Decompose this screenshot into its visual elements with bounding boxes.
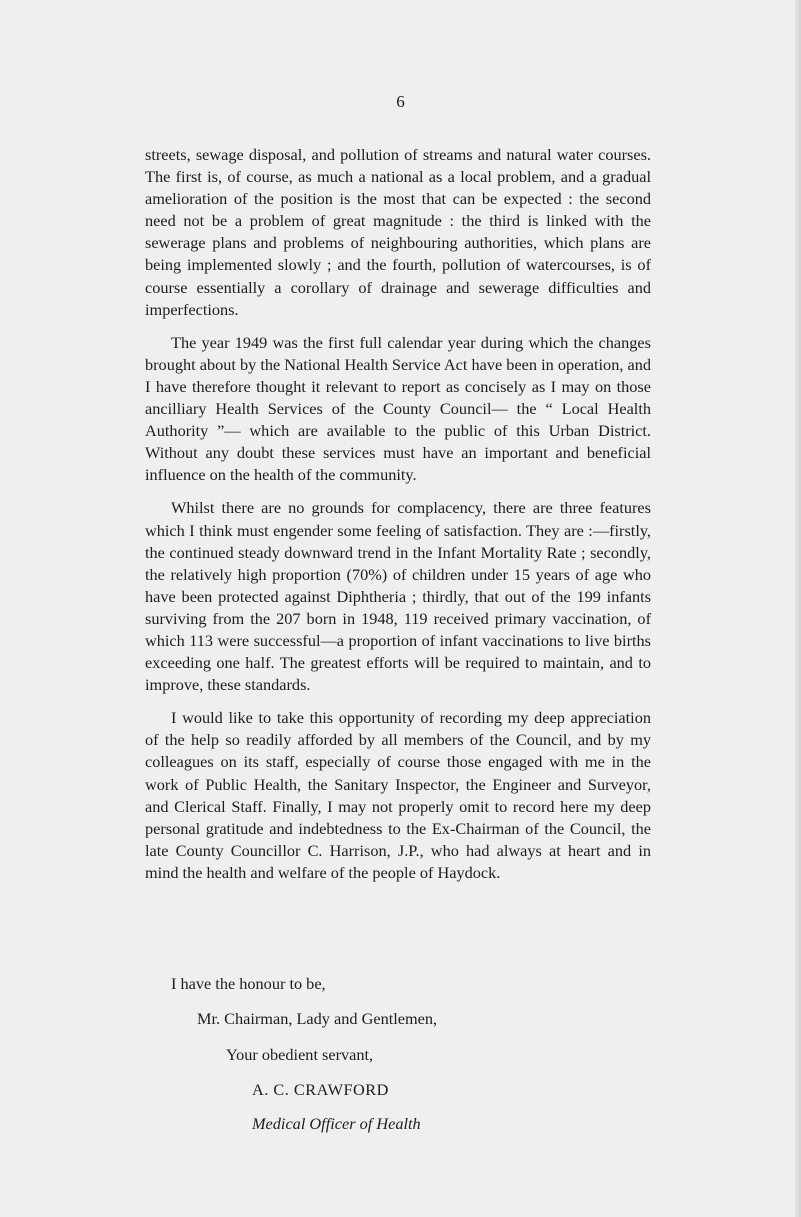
closing-salutation: Mr. Chairman, Lady and Gentlemen, <box>197 1009 438 1028</box>
page-number: 6 <box>396 92 405 111</box>
paragraph-satisfaction-features: Whilst there are no grounds for complacency, there are three features which I think must engender some feeling of satisfaction. They are :—firstly, the continued steady downward trend in the Infant Mortality Rate ; secondly, the relatively high proportion (70%) of children under 15 years of age who have been protected against Diphtheria ; thirdly, that out of the 199 infants surviving from the 207 born in 1948, 119 received primary vaccination, of which 113 were successful—a proportion of infant vaccinations to live births exceeding one half. The greatest efforts will be required to maintain, and to improve, these standards. <box>145 498 651 695</box>
paragraph-sanitation-problems: streets, sewage disposal, and pollution of streams and natural water courses. The first is, of course, as much a national as a local problem, and a gradual amelioration of the position is the most that can be expected : the second need not be a problem of great magnitude : the third is linked with the sewerage plans and problems of neighbouring authorities, which plans are being implemented slowly ; and the fourth, pollution of watercourses, is of course essentially a corollary of drainage and sewerage difficulties and imperfections. <box>145 145 651 319</box>
signature-name: A. C. CRAWFORD <box>252 1080 389 1099</box>
closing-valediction: Your obedient servant, <box>226 1045 374 1064</box>
paragraph-acknowledgements: I would like to take this opportunity of recording my deep appreciation of the help so readily afforded by all members of the Council, and by my colleagues on its staff, especially of course those engaged with me in the work of Public Health, the Sanitary Inspector, the Engineer and Surveyor, and Clerical Staff. Finally, I may not properly omit to record here my deep personal gratitude and indebtedness to the Ex-Chairman of the Council, the late County Councillor C. Harrison, J.P., who had always at heart and in mind the health and welfare of the people of Haydock. <box>145 708 651 882</box>
paragraph-health-service-act: The year 1949 was the first full calendar year during which the changes brought about by the National Health Service Act have been in operation, and I have therefore thought it relevant to report as concisely as I may on those ancilliary Health Services of the County Council— the “ Local Health Authority ”— which are available to the public of this Urban District. Without any doubt these services must have an important and beneficial influence on the health of the community. <box>145 332 651 485</box>
report-body <box>145 144 651 895</box>
closing-courtesy: I have the honour to be, <box>171 974 326 993</box>
signature-title: Medical Officer of Health <box>252 1114 421 1133</box>
page-edge <box>795 0 801 1217</box>
